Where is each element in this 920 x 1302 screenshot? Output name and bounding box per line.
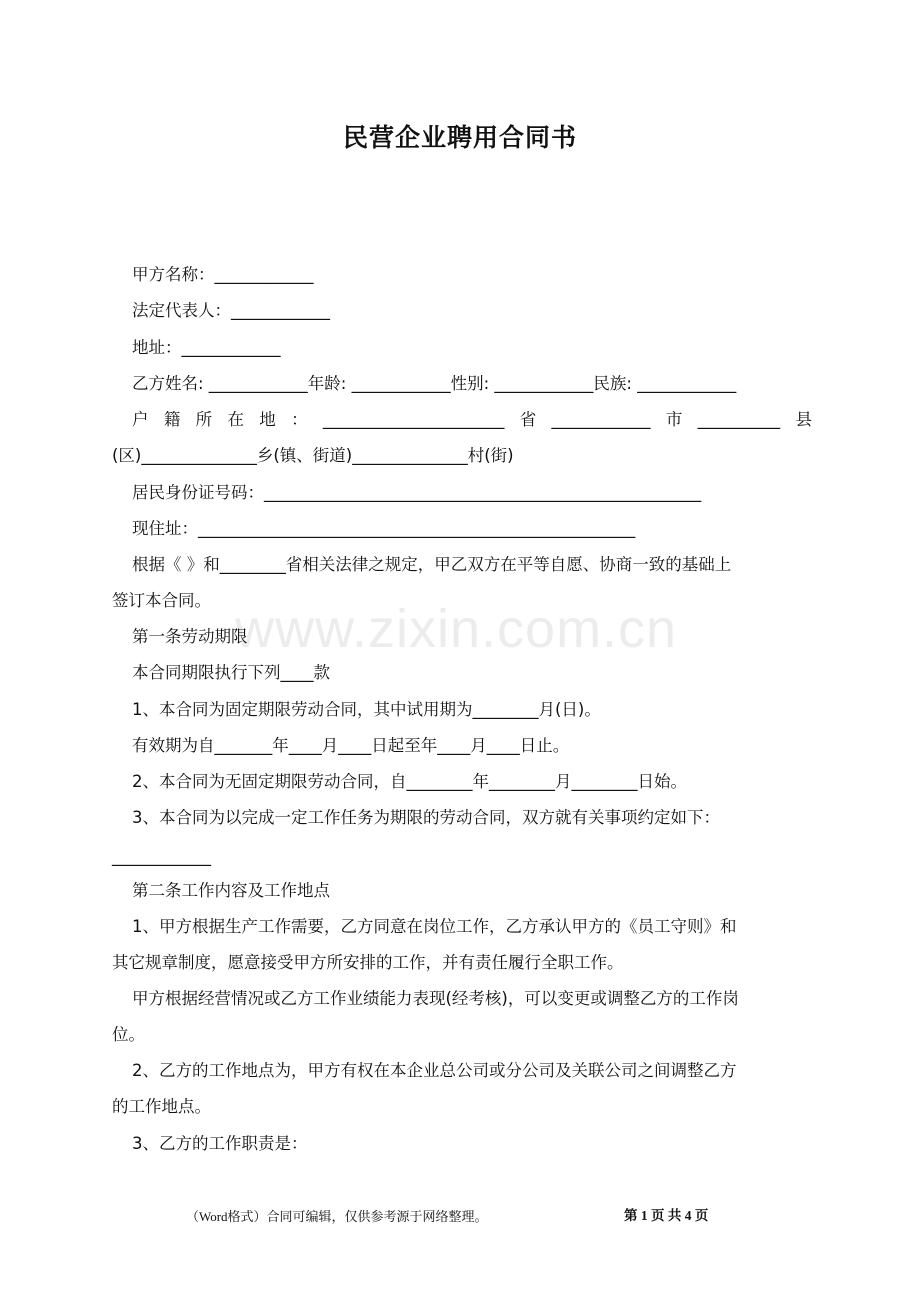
job-duties-line: 3、乙方的工作职责是： <box>132 1134 308 1153</box>
page-number: 第 1 页 共 4 页 <box>624 1208 709 1223</box>
party-b-info-line: 乙方姓名: ____________年龄: ____________性别: ____________民族: ____________ <box>132 374 737 393</box>
district-line: (区)______________乡(镇、街道)______________村(街) <box>112 446 514 465</box>
article-2-heading: 第二条工作内容及工作地点 <box>132 881 330 900</box>
document-title: 民营企业聘用合同书 <box>342 123 577 152</box>
term-clause-line: 本合同期限执行下列____款 <box>132 663 330 682</box>
id-number-line: 居民身份证号码：_____________________________________________________ <box>132 483 702 502</box>
validity-period-line: 有效期为自_______年____月____日起至年____月____日止。 <box>132 736 570 755</box>
open-term-line: 2、本合同为无固定期限劳动合同，自________年________月________日始。 <box>132 772 687 791</box>
legal-rep-line: 法定代表人：____________ <box>132 301 330 320</box>
preamble-line-2: 签订本合同。 <box>112 591 211 610</box>
adjust-post-line-2: 位。 <box>112 1025 145 1044</box>
task-term-line: 3、本合同为以完成一定工作任务为期限的劳动合同，双方就有关事项约定如下： <box>132 808 720 827</box>
work-location-line-2: 的工作地点。 <box>112 1097 211 1116</box>
party-a-name-line: 甲方名称：____________ <box>132 265 314 284</box>
household-line: 户 籍 所 在 地 ： ______________________ 省 ____________ 市 __________ 县 <box>132 410 812 429</box>
preamble-line-1: 根据《 》和________省相关法律之规定，甲乙双方在平等自愿、协商一致的基础上 <box>132 555 732 574</box>
work-location-line-1: 2、乙方的工作地点为，甲方有权在本企业总公司或分公司及关联公司之间调整乙方 <box>132 1061 737 1080</box>
footer-note: （Word格式）合同可编辑，仅供参考源于网络整理。 <box>186 1209 488 1224</box>
work-content-line-1: 1、甲方根据生产工作需要，乙方同意在岗位工作，乙方承认甲方的《员工守则》和 <box>132 917 737 936</box>
task-term-blank: ____________ <box>112 847 211 866</box>
address-line: 地址：____________ <box>132 338 281 357</box>
work-content-line-2: 其它规章制度，愿意接受甲方所安排的工作，并有责任履行全职工作。 <box>112 953 624 972</box>
article-1-heading: 第一条劳动期限 <box>132 627 248 646</box>
adjust-post-line-1: 甲方根据经营情况或乙方工作业绩能力表现(经考核)，可以变更或调整乙方的工作岗 <box>132 989 739 1008</box>
watermark: www.zixin.com.cn <box>235 599 678 659</box>
fixed-term-line: 1、本合同为固定期限劳动合同，其中试用期为________月(日)。 <box>132 700 601 719</box>
current-address-line: 现住址：_____________________________________________________ <box>132 519 636 538</box>
